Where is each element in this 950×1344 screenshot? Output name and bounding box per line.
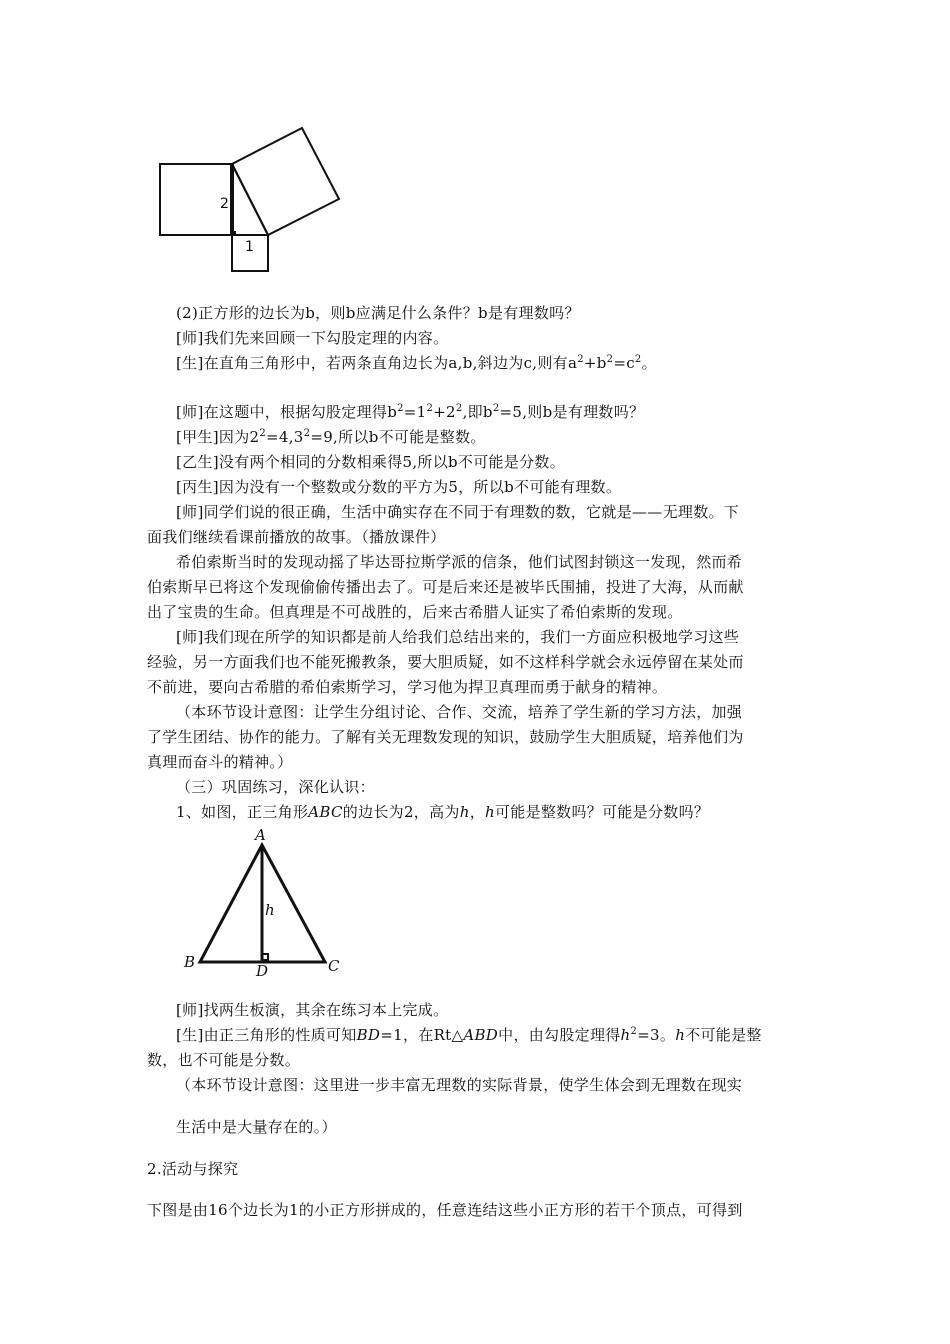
side-label-2: 2	[220, 196, 229, 212]
text-line: [生]在直角三角形中，若两条直角边长为a,b,斜边为c,则有$a^2+b^2=c^2$。	[176, 354, 657, 372]
vertex-label-a: A	[255, 826, 266, 844]
text-line: 生活中是大量存在的。）	[176, 1118, 337, 1136]
text-line: [生]由正三角形的性质可知BD=1，在Rt△ABD中，由勾股定理得$h^2=3$。h不可能是整	[176, 1026, 762, 1044]
text-line: 数，也不可能是分数。	[147, 1051, 301, 1069]
text-line: （三）巩固练习，深化认识：	[176, 778, 375, 796]
text-line: [乙生]没有两个相同的分数相乘得5,所以b不可能是分数。	[176, 453, 566, 471]
hypotenuse-square	[232, 128, 339, 235]
text-line: 面我们继续看课前播放的故事。（播放课件）	[147, 528, 446, 546]
text-line: （本环节设计意图：这里进一步丰富无理数的实际背景，使学生体会到无理数在现实	[176, 1076, 743, 1094]
text-line: 真理而奋斗的精神。）	[147, 753, 293, 771]
text-line: 希伯索斯当时的发现动摇了毕达哥拉斯学派的信条，他们试图封锁这一发现，然而希	[176, 553, 743, 571]
vertex-label-d: D	[256, 962, 269, 980]
text-line: （本环节设计意图：让学生分组讨论、合作、交流，培养了学生新的学习方法，加强	[176, 703, 743, 721]
pythagoras-squares-figure	[150, 120, 350, 280]
vertex-label-c: C	[328, 957, 340, 975]
vertex-label-b: B	[184, 953, 196, 971]
text-line: 经验，另一方面我们也不能死搬教条，要大胆质疑，如不这样科学就会永远停留在某处而	[147, 653, 744, 671]
text-line: [师]在这题中，根据勾股定理得$b^2=1^2+2^2$,即$b^2=5$,则b是有理数吗？	[176, 403, 645, 421]
text-line: [师]找两生板演，其余在练习本上完成。	[176, 1001, 449, 1019]
right-angle-mark	[232, 231, 236, 235]
text-line: 下图是由16个边长为1的小正方形拼成的，任意连结这些小正方形的若干个顶点，可得到	[147, 1201, 743, 1219]
equilateral-triangle-figure	[180, 825, 350, 980]
right-angle-mark	[262, 954, 268, 960]
side-label-1: 1	[245, 239, 254, 255]
text-line: [师]我们先来回顾一下勾股定理的内容。	[176, 329, 449, 347]
text-line: 出了宝贵的生命。但真理是不可战胜的，后来古希腊人证实了希伯索斯的发现。	[147, 603, 683, 621]
height-label-h: h	[265, 901, 275, 919]
text-line: 了学生团结、协作的能力。了解有关无理数发现的知识，鼓励学生大胆质疑，培养他们为	[147, 728, 744, 746]
text-line: (2)正方形的边长为b，则b应满足什么条件？b是有理数吗？	[176, 304, 580, 322]
section-heading: 2.活动与探究	[147, 1160, 239, 1178]
text-line: 伯索斯早已将这个发现偷偷传播出去了。可是后来还是被毕氏围捕，投进了大海，从而献	[147, 578, 744, 596]
text-line: [师]我们现在所学的知识都是前人给我们总结出来的，我们一方面应积极地学习这些	[176, 628, 740, 646]
text-line: 1、如图，正三角形ABC的边长为2，高为h，h可能是整数吗？可能是分数吗？	[176, 803, 710, 821]
text-line: [丙生]因为没有一个整数或分数的平方为5，所以b不可能有理数。	[176, 478, 622, 496]
text-line: [师]同学们说的很正确，生活中确实存在不同于有理数的数，它就是——无理数。下	[176, 503, 740, 521]
text-line: [甲生]因为$2^2=4,3^2=9$,所以b不可能是整数。	[176, 428, 486, 446]
text-line: 不前进，要向古希腊的希伯索斯学习，学习他为捍卫真理而勇于献身的精神。	[147, 678, 668, 696]
